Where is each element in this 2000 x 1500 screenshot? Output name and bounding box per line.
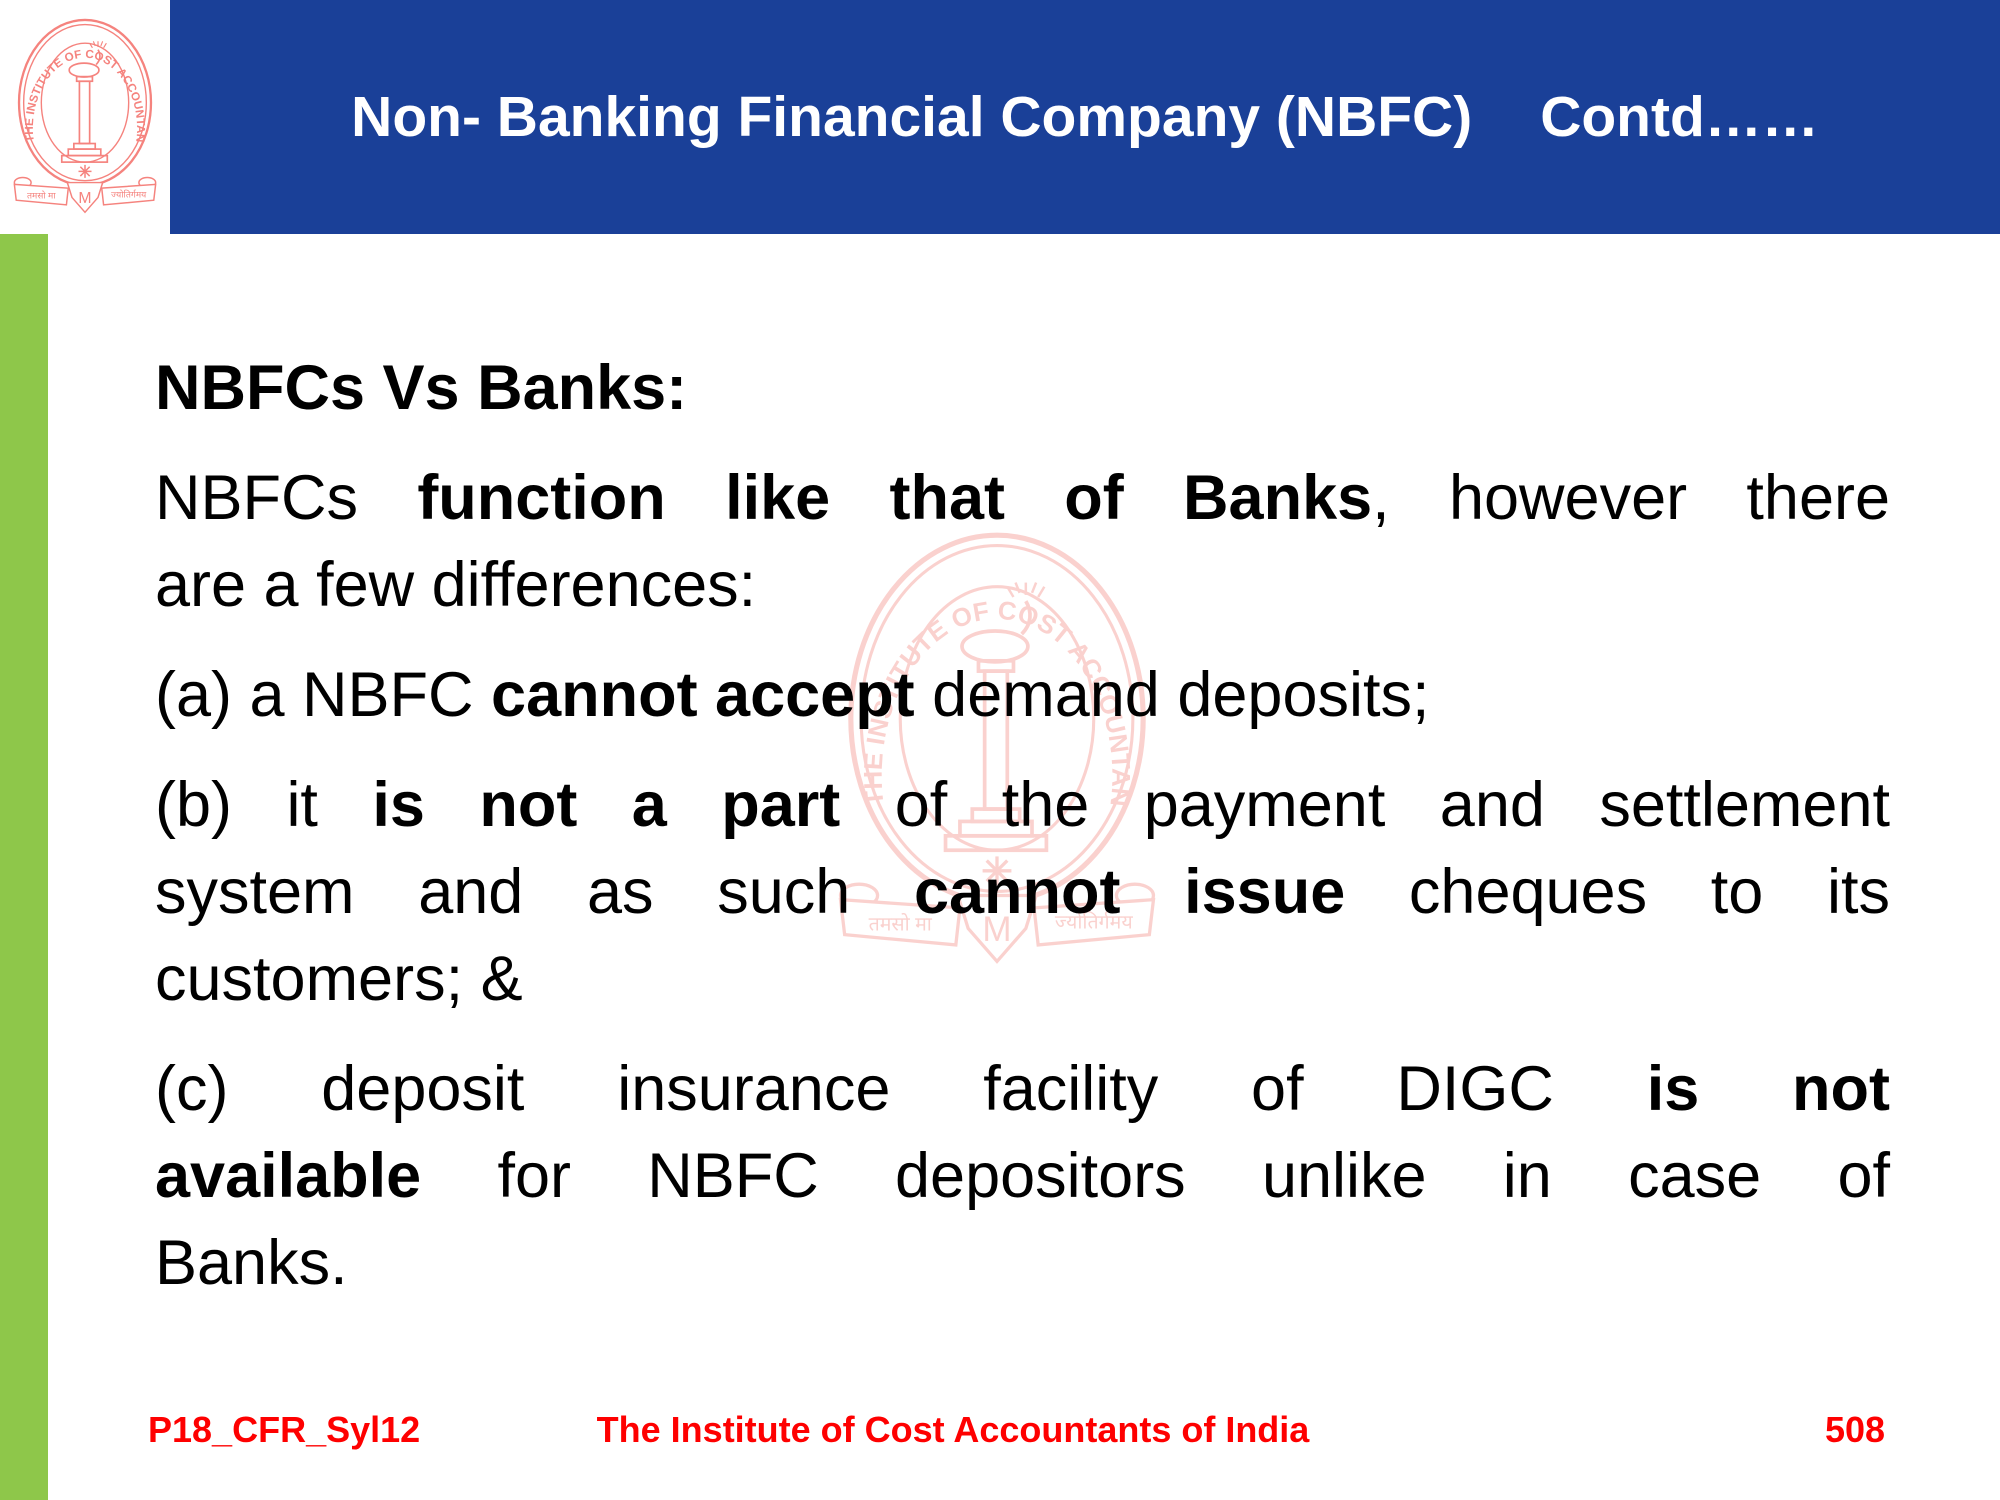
text-segment: for NBFC depositors unlike in case of: [421, 1141, 1890, 1211]
text-segment: demand deposits;: [914, 660, 1430, 730]
left-accent-stripe: [0, 234, 48, 1500]
text-line: [155, 542, 1890, 629]
institute-logo-box: [0, 0, 170, 234]
text-segment-bold: is not a part: [372, 770, 841, 840]
text-line: [155, 1220, 1890, 1307]
text-segment: (c) deposit insurance facility of DIGC: [155, 1054, 1647, 1124]
text-line: [155, 345, 1890, 432]
slide-title-main: Non- Banking Financial Company (NBFC): [351, 85, 1473, 149]
text-line: [155, 455, 1890, 542]
slide-title-contd: Contd……: [1540, 85, 1819, 149]
text-segment-bold: function like that of Banks: [417, 463, 1373, 533]
text-segment: of the payment and settlement: [840, 770, 1890, 840]
slide-title: [351, 84, 1819, 150]
text-segment: (a) a NBFC: [155, 660, 492, 730]
text-segment-bold: cannot issue: [913, 857, 1346, 927]
text-segment: Banks.: [155, 1228, 348, 1298]
text-line: [155, 1133, 1890, 1220]
text-segment-bold: cannot accept: [491, 660, 915, 730]
text-line: [155, 652, 1890, 739]
text-segment: NBFCs: [155, 463, 418, 533]
text-segment: system and as such: [155, 857, 914, 927]
text-line: [155, 762, 1890, 849]
text-segment: customers; &: [155, 944, 523, 1014]
footer-page-number: 508: [1825, 1409, 1886, 1450]
footer-institute-name: The Institute of Cost Accountants of India: [596, 1409, 1310, 1450]
text-segment: are a few differences:: [155, 550, 757, 620]
text-segment: (b) it: [155, 770, 373, 840]
slide-body-text: [155, 345, 1890, 1307]
text-line: [155, 1046, 1890, 1133]
text-line: [155, 936, 1890, 1023]
text-segment: , however there: [1372, 463, 1891, 533]
footer-course-code: P18_CFR_Syl12: [148, 1409, 421, 1450]
text-line: [155, 849, 1890, 936]
text-segment-bold: NBFCs Vs Banks:: [155, 353, 688, 423]
title-banner: [170, 0, 2000, 234]
text-segment: cheques to its: [1345, 857, 1890, 927]
text-segment-bold: is not: [1646, 1054, 1890, 1124]
institute-logo-icon: [6, 4, 164, 218]
text-segment-bold: available: [155, 1141, 422, 1211]
